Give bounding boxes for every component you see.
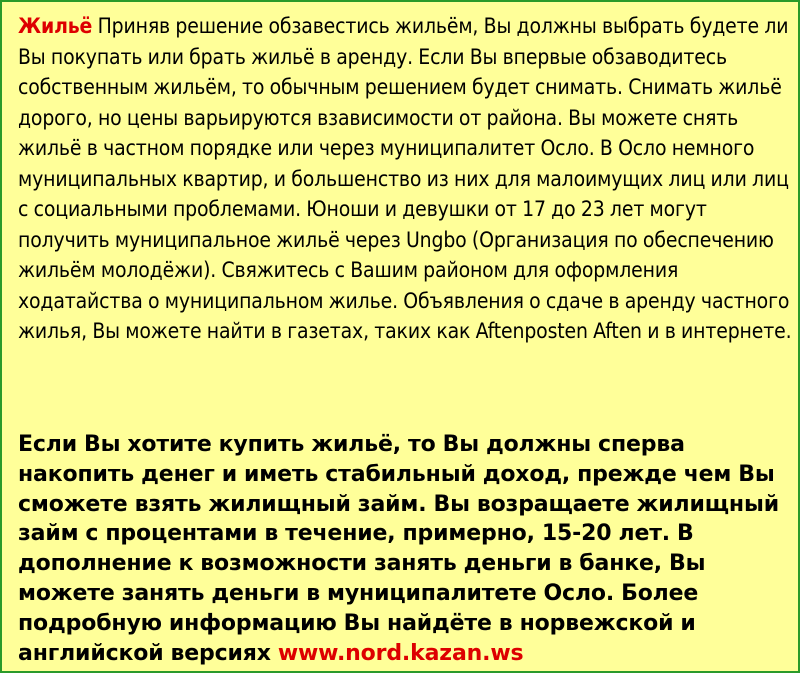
housing-paragraph (18, 11, 792, 347)
website-link[interactable]: www.nord.kazan.ws (277, 640, 524, 666)
buying-paragraph (18, 430, 792, 668)
buying-text: Если Вы хотите купить жильё, то Вы должны сперва накопить денег и иметь стабильный доход, прежде чем Вы сможете взять жилищный займ. Вы возращаете жилищный займ с процентами в течение, примерно, 15-20 лет. В дополнение к возможности занять деньги в банке, Вы можете занять деньги в муниципалитете Осло. Более подробную информацию Вы найдёте в норвежской и английской версиях (18, 432, 779, 666)
housing-text: Приняв решение обзавестись жильём, Вы должны выбрать будете ли Вы покупать или брать жильё в аренду. Если Вы впервые обзаводитесь собственным жильём, то обычным решением будет снимать. Снимать жильё дорого, но цены варьируются взависимости от района. Вы можете снять жильё в частном порядке или через муниципалитет Осло. В Осло немного муниципальных квартир, и большенство из них для малоимущих лиц или лиц с социальными проблемами. Юноши и девушки от 17 до 23 лет могут получить муниципальное жильё через Ungbo (Организация по обеспечению жильём молодёжи). Свяжитесь с Вашим районом для оформления ходатайства о муниципальном жилье. Объявления о сдаче в аренду частного жилья, Вы можете найти в газетах, таких как Aftenposten Aften и в интернете. (18, 14, 792, 343)
housing-heading: Жильё (18, 14, 93, 38)
